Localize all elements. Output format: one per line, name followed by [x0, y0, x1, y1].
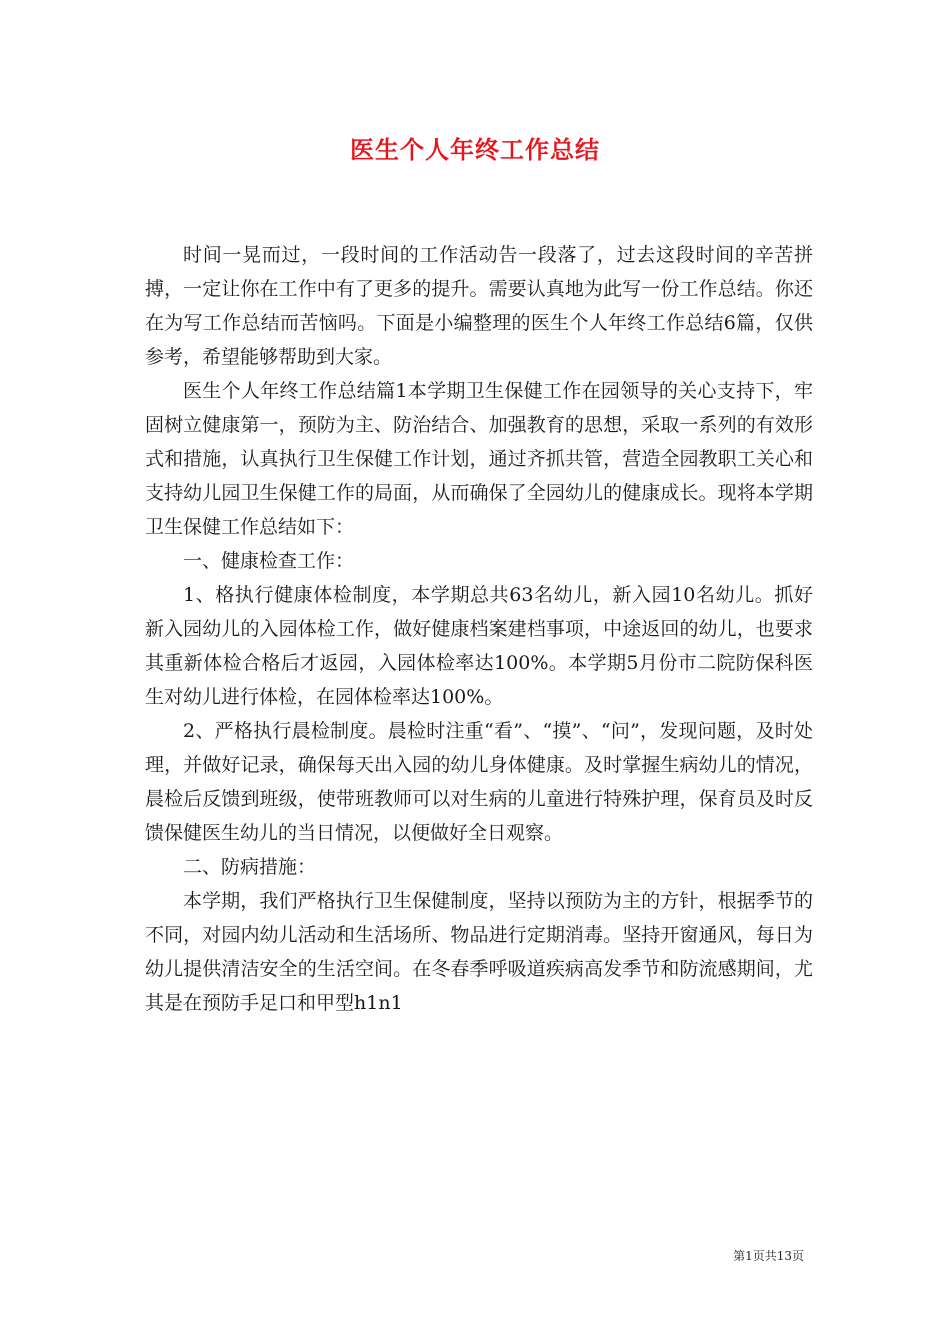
document-title: 医生个人年终工作总结: [350, 135, 600, 164]
paragraph-intro: 时间一晃而过，一段时间的工作活动告一段落了，过去这段时间的辛苦拼搏，一定让你在工作中有了更多的提升。需要认真地为此写一份工作总结。你还在为写工作总结而苦恼吗。下面是小编整理的医生个人年终工作总结6篇，仅供参考，希望能够帮助到大家。: [145, 244, 813, 368]
document-body: [145, 238, 813, 1020]
paragraph-health-check-1: 1、格执行健康体检制度，本学期总共63名幼儿，新入园10名幼儿。抓好新入园幼儿的入园体检工作，做好健康档案建档事项，中途返回的幼儿，也要求其重新体检合格后才返园，入园体检率达100%。本学期5月份市二院防保科医生对幼儿进行体检，在园体检率达100%。: [145, 584, 813, 708]
section-heading-health-check: 一、健康检查工作：: [183, 550, 355, 572]
paragraph-morning-check: 2、严格执行晨检制度。晨检时注重“看”、“摸”、“问”，发现问题，及时处理，并做好记录，确保每天出入园的幼儿身体健康。及时掌握生病幼儿的情况，晨检后反馈到班级，使带班教师可以对生病的儿童进行特殊护理，保育员及时反馈保健医生幼儿的当日情况，以便做好全日观察。: [145, 720, 813, 844]
section-heading-prevention: 二、防病措施：: [183, 856, 317, 878]
paragraph-prevention: 本学期，我们严格执行卫生保健制度，坚持以预防为主的方针，根据季节的不同，对园内幼儿活动和生活场所、物品进行定期消毒。坚持开窗通风，每日为幼儿提供清洁安全的生活空间。在冬春季呼吸道疾病高发季节和防流感期间，尤其是在预防手足口和甲型h1n1: [145, 890, 813, 1014]
paragraph-article-1: 医生个人年终工作总结篇1本学期卫生保健工作在园领导的关心支持下，牢固树立健康第一，预防为主、防治结合、加强教育的思想，采取一系列的有效形式和措施，认真执行卫生保健工作计划，通过齐抓共管，营造全园教职工关心和支持幼儿园卫生保健工作的局面，从而确保了全园幼儿的健康成长。现将本学期卫生保健工作总结如下：: [145, 380, 813, 538]
page-number-footer: 第1页共13页: [733, 1249, 804, 1263]
